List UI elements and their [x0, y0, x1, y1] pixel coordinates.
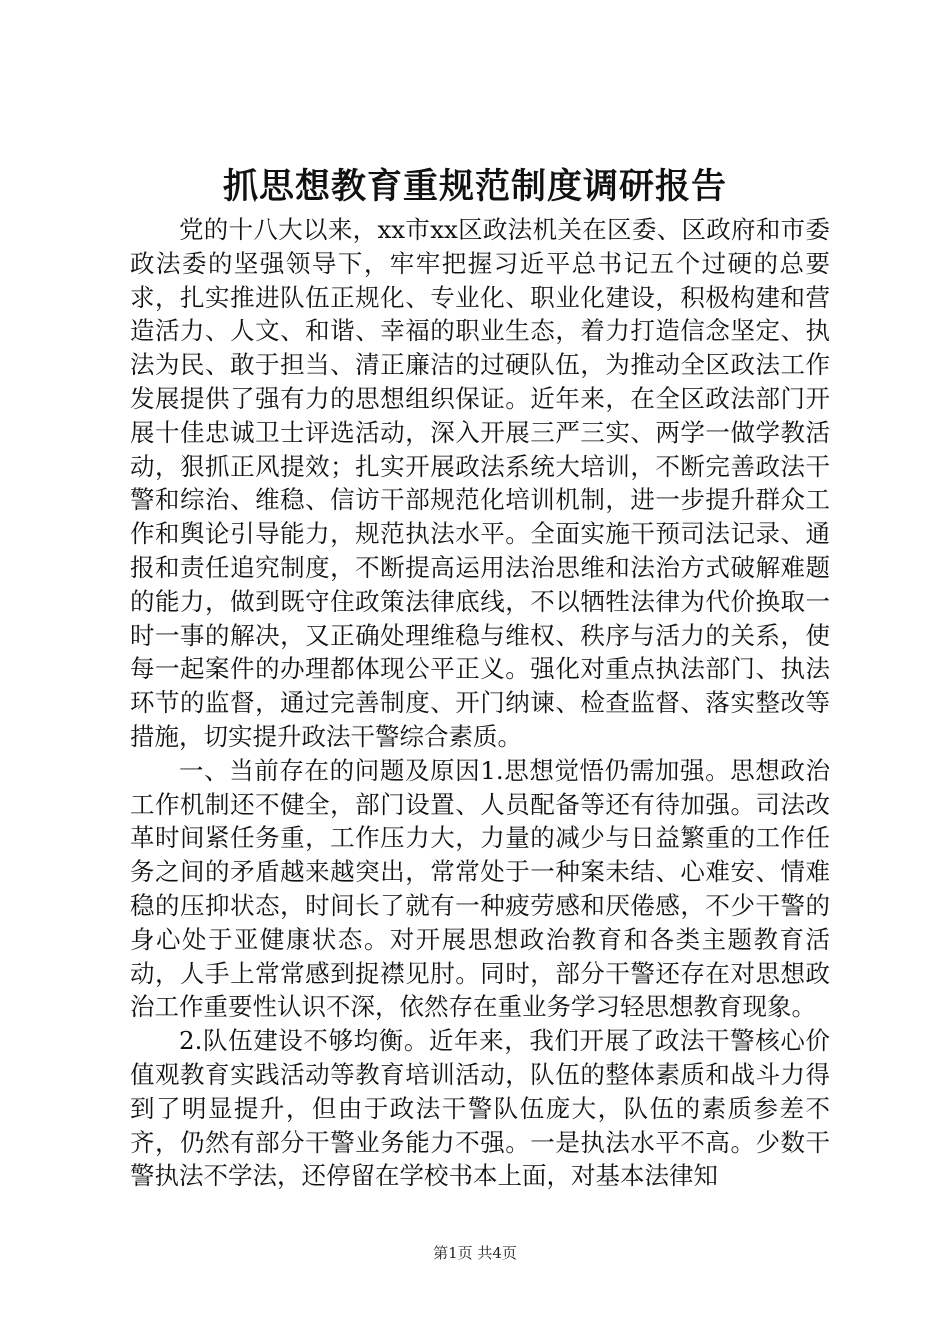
paragraph-team-building: 2.队伍建设不够均衡。近年来，我们开展了政法干警核心价值观教育实践活动等教育培训活动，队伍的整体素质和战斗力得到了明显提升，但由于政法干警队伍庞大，队伍的素质参差不齐，仍然有部分干警业务能力不强。一是执法水平不高。少数干警执法不学法，还停留在学校书本上面，对基本法律知 — [130, 1026, 830, 1191]
document-title: 抓思想教育重规范制度调研报告 — [222, 166, 727, 207]
paragraph-problems: 一、当前存在的问题及原因1.思想觉悟仍需加强。思想政治工作机制还不健全，部门设置、人员配备等还有待加强。司法改革时间紧任务重，工作压力大，力量的减少与日益繁重的工作任务之间的矛盾越来越突出，常常处于一种案未结、心难安、情难稳的压抑状态，时间长了就有一种疲劳感和厌倦感，不少干警的身心处于亚健康状态。对开展思想政治教育和各类主题教育活动，人手上常常感到捉襟见肘。同时，部分干警还存在对思想政治工作重要性认识不深，依然存在重业务学习轻思想教育现象。 — [130, 755, 830, 1022]
page-number-footer: 第1页 共4页 — [433, 1244, 517, 1262]
paragraph-intro: 党的十八大以来，xx市xx区政法机关在区委、区政府和市委政法委的坚强领导下，牢牢把握习近平总书记五个过硬的总要求，扎实推进队伍正规化、专业化、职业化建设，积极构建和营造活力、人文、和谐、幸福的职业生态，着力打造信念坚定、执法为民、敢于担当、清正廉洁的过硬队伍，为推动全区政法工作发展提供了强有力的思想组织保证。近年来，在全区政法部门开展十佳忠诚卫士评选活动，深入开展三严三实、两学一做学教活动，狠抓正风提效；扎实开展政法系统大培训，不断完善政法干警和综治、维稳、信访干部规范化培训机制，进一步提升群众工作和舆论引导能力，规范执法水平。全面实施干预司法记录、通报和责任追究制度，不断提高运用法治思维和法治方式破解难题的能力，做到既守住政策法律底线，不以牺牲法律为代价换取一时一事的解决，又正确处理维稳与维权、秩序与活力的关系，使每一起案件的办理都体现公平正义。强化对重点执法部门、执法环节的监督，通过完善制度、开门纳谏、检查监督、落实整改等措施，切实提升政法干警综合素质。 — [130, 215, 830, 751]
document-body — [130, 213, 830, 1193]
